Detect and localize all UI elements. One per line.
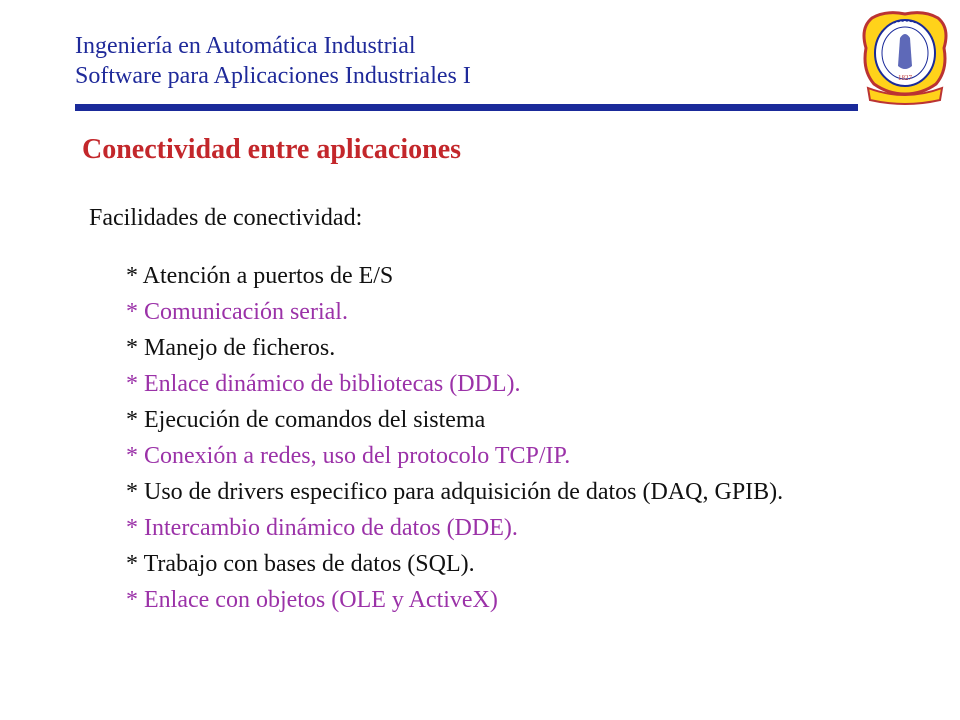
section-intro: Facilidades de conectividad: — [89, 205, 363, 231]
university-seal-logo — [856, 8, 954, 108]
list-item: * Manejo de ficheros. — [126, 335, 336, 361]
course-name: Software para Aplicaciones Industriales I — [75, 63, 471, 89]
list-item: * Enlace dinámico de bibliotecas (DDL). — [126, 371, 521, 397]
course-header — [75, 31, 471, 91]
slide-title: Conectividad entre aplicaciones — [82, 134, 462, 165]
list-item: * Conexión a redes, uso del protocolo TCP/IP. — [126, 443, 571, 469]
header-rule — [75, 104, 858, 111]
connectivity-list — [126, 258, 783, 618]
list-item: * Trabajo con bases de datos (SQL). — [126, 551, 475, 577]
program-name: Ingeniería en Automática Industrial — [75, 33, 416, 59]
list-item: * Atención a puertos de E/S — [126, 263, 394, 289]
list-item: * Ejecución de comandos del sistema — [126, 407, 486, 433]
list-item: * Comunicación serial. — [126, 299, 348, 325]
list-item: * Intercambio dinámico de datos (DDE). — [126, 515, 518, 541]
seal-year: 1827 — [898, 74, 912, 82]
list-item: * Enlace con objetos (OLE y ActiveX) — [126, 587, 498, 613]
list-item: * Uso de drivers especifico para adquisición de datos (DAQ, GPIB). — [126, 479, 784, 505]
